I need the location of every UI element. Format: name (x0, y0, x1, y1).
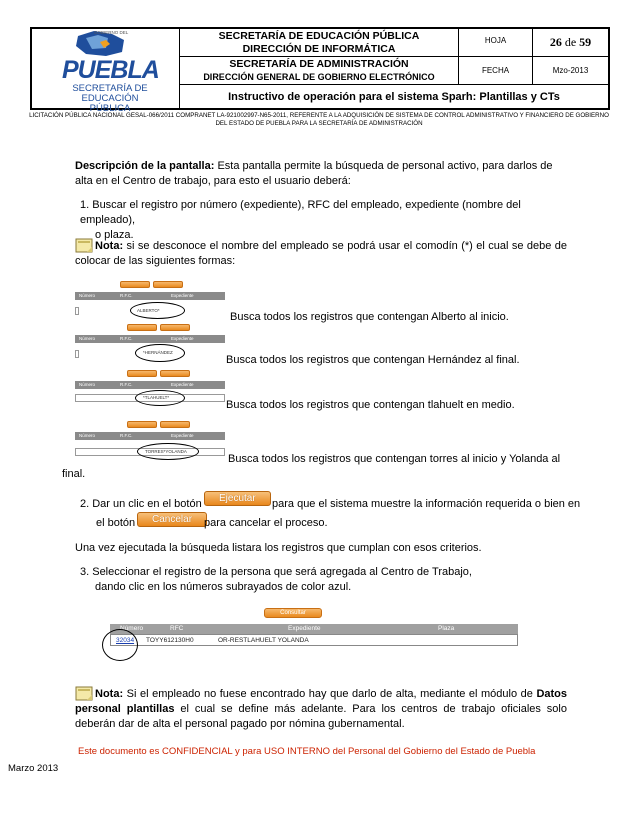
fecha-label: FECHA (458, 56, 533, 85)
note-1-text: si se desconoce el nombre del empleado se podrá usar el comodín (*) el cual se debe de colocar de las siguientes formas: (75, 239, 567, 267)
example-4-col-expediente: Expediente (171, 433, 194, 438)
example-4-value: TORRES*YOLANDA (145, 449, 187, 454)
search-example-4 (75, 421, 225, 461)
example-2-col-rfc: R.F.C. (120, 336, 133, 341)
description-paragraph (75, 159, 567, 189)
example-4-text-b: final. (62, 468, 86, 480)
example-3-cancelar-button (160, 370, 190, 377)
example-4-header-row (75, 432, 225, 440)
page-current: 26 (549, 35, 562, 49)
step-1-line-b: o plaza. (95, 229, 134, 241)
page-number (532, 28, 609, 57)
step-2-line-d: para cancelar el proceso. (204, 517, 328, 529)
step-3-line-b: dando clic en los números subrayados de color azul. (95, 581, 352, 593)
org-line-2: DIRECCIÓN DE INFORMÁTICA (242, 42, 396, 55)
example-2-col-numero: Número (79, 336, 96, 341)
example-3-text: Busca todos los registros que contengan tlahuelt en medio. (226, 399, 515, 411)
example-4-col-numero: Número (79, 433, 96, 438)
step-3 (80, 565, 570, 595)
example-2-text: Busca todos los registros que contengan Hernández al final. (226, 354, 520, 366)
example-1-cancelar-button (153, 281, 183, 288)
search-example-3 (75, 370, 225, 408)
example-1-col-rfc: R.F.C. (120, 293, 133, 298)
step-2-line-c: el botón (96, 517, 136, 529)
ejecutar-button-sample (204, 490, 271, 508)
example-1-value: ALBERTO* (137, 308, 160, 313)
note-1-label: Nota: (95, 239, 124, 252)
admin-line-1: SECRETARÍA DE ADMINISTRACIÓN (229, 57, 409, 70)
example-2-ejecutar-button (127, 324, 157, 331)
admin-cell (179, 56, 459, 85)
licitacion-line-2: DEL ESTADO DE PUEBLA PARA LA SECRETARÍA DE ADMINISTRACIÓN (215, 120, 423, 127)
logo-sub-line-2: EDUCACIÓN PÚBLICA (81, 93, 139, 114)
example-3-col-expediente: Expediente (171, 382, 194, 387)
logo-subtitle (60, 84, 160, 114)
page-of: de (564, 35, 577, 49)
note-2-text-b: el cual se define más adelante. Para los centros de trabajo oficiales solo deberán dar de alta el personal pagado por nómina gubernamental. (75, 703, 567, 730)
logo-main-text: PUEBLA (62, 56, 159, 84)
step-3-line-a: 3. Seleccionar el registro de la persona que será agregada al Centro de Trabajo, (80, 566, 472, 578)
logo-top-text: GOBIERNO DEL (94, 30, 129, 35)
note-2-bold: Datos personal plantillas (75, 687, 568, 715)
example-1-col-numero: Número (79, 293, 96, 298)
example-2-value: *HERNÁNDEZ (143, 350, 173, 355)
example-2-col-expediente: Expediente (171, 336, 194, 341)
result-highlight (102, 629, 138, 661)
step-1-line-a: 1. Buscar el registro por número (expediente), RFC del empleado, expediente (nombre del empleado), (80, 199, 521, 226)
consultar-button: Consultar (264, 608, 322, 618)
note-2-icon (75, 686, 95, 702)
search-example-1 (75, 281, 225, 321)
step-2-line-a: 2. Dar un clic en el botón (80, 498, 202, 510)
result-row-numero-link: 32034 (116, 637, 135, 644)
note-2-label: Nota: (95, 687, 124, 700)
cancelar-button-label: Cancelar (137, 512, 207, 527)
result-col-numero: Número (120, 625, 144, 632)
result-col-plaza: Plaza (438, 625, 455, 632)
example-1-text: Busca todos los registros que contengan Alberto al inicio. (230, 311, 509, 323)
org-line-1: SECRETARÍA DE EDUCACIÓN PÚBLICA (218, 29, 420, 42)
example-4-text-a: Busca todos los registros que contengan torres al inicio y Yolanda al (228, 453, 561, 465)
doc-title-cell (179, 84, 609, 109)
result-row-expediente: OR-RESTLAHUELT YOLANDA (218, 637, 309, 644)
note-icon (75, 238, 95, 254)
ejecutar-button-label: Ejecutar (204, 491, 271, 506)
description-label: Descripción de la pantalla: (75, 160, 215, 172)
logo-sub-line-1: SECRETARÍA DE (72, 83, 148, 94)
step-1 (80, 198, 570, 243)
hoja-label: HOJA (458, 28, 533, 57)
note-1 (75, 238, 567, 269)
example-3-header-row (75, 381, 225, 389)
result-table-screenshot (98, 608, 518, 663)
search-example-2 (75, 324, 225, 366)
result-col-rfc: RFC (170, 625, 184, 632)
example-3-value: *TLAHUELT* (143, 395, 170, 400)
example-2-cancelar-button (160, 324, 190, 331)
example-1-header-row (75, 292, 225, 300)
result-row-rfc: TOYY612130H0 (146, 637, 194, 644)
page-total: 59 (579, 35, 592, 49)
confidential-notice: Este documento es CONFIDENCIAL y para USO INTERNO del Personal del Gobierno del Estado de Puebla (78, 746, 536, 757)
example-3-ejecutar-button (127, 370, 157, 377)
fecha-value: Mzo-2013 (532, 56, 609, 85)
example-4-col-rfc: R.F.C. (120, 433, 133, 438)
doc-title: Instructivo de operación para el sistema Sparh: Plantillas y CTs (228, 90, 560, 103)
description-text: Esta pantalla permite la búsqueda de personal activo, para darlos de alta en el Centro de trabajo, para esto el usuario deberá: (75, 160, 553, 187)
licitacion-note (8, 112, 630, 128)
example-1-ejecutar-button (120, 281, 150, 288)
result-col-expediente: Expediente (288, 625, 321, 632)
note-2 (75, 686, 567, 732)
step-2-line-b: para que el sistema muestre la información requerida o bien en (272, 498, 581, 510)
example-2-field-numero (75, 350, 79, 358)
after-execution-text: Una vez ejecutada la búsqueda listara los registros que cumplan con esos criterios. (75, 542, 482, 554)
example-1-field-numero (75, 307, 79, 315)
admin-line-2: DIRECCIÓN GENERAL DE GOBIERNO ELECTRÓNICO (203, 71, 435, 82)
org-cell (179, 28, 459, 57)
example-2-header-row (75, 335, 225, 343)
licitacion-line-1: LICITACIÓN PÚBLICA NACIONAL GESAL-066/2011 COMPRANET LA-921002997-N65-2011, REFERENTE A LA ADQUISICIÓN DE SISTEMA DE CONTROL ADMINISTRATIVO Y FINANCIERO DE GOBIERNO (29, 112, 609, 119)
cancelar-button-sample (137, 511, 207, 529)
example-4-ejecutar-button (127, 421, 157, 428)
footer-date: Marzo 2013 (8, 763, 59, 774)
example-4-cancelar-button (160, 421, 190, 428)
note-2-text-a: Si el empleado no fuese encontrado hay que darlo de alta, mediante el módulo de (126, 687, 533, 700)
example-1-col-expediente: Expediente (171, 293, 194, 298)
example-3-col-numero: Número (79, 382, 96, 387)
example-3-col-rfc: R.F.C. (120, 382, 133, 387)
puebla-logo (36, 30, 176, 114)
